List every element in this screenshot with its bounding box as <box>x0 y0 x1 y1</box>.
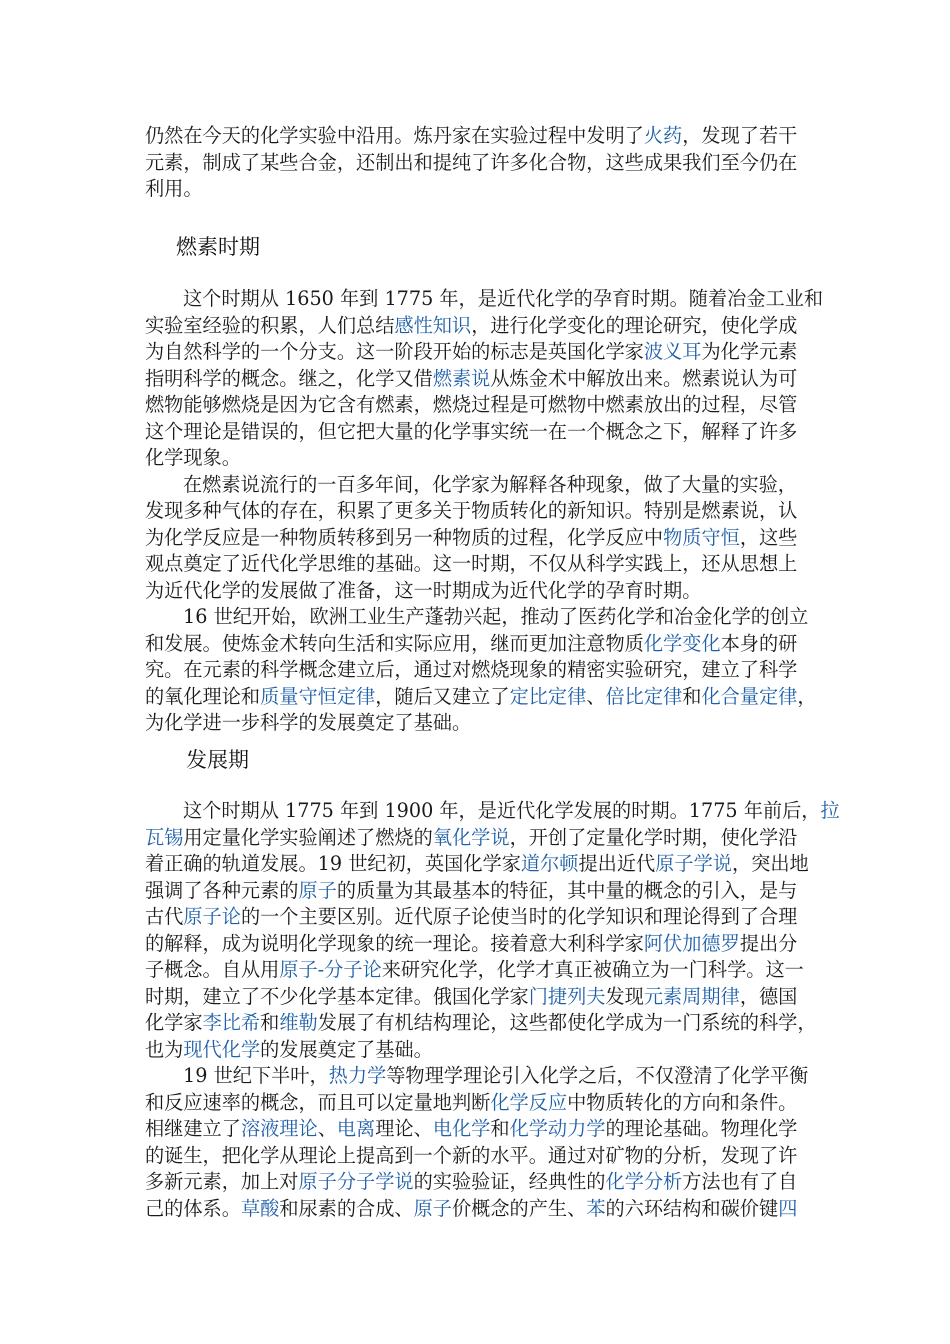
wiki-link[interactable]: 溶液理论 <box>240 1117 318 1140</box>
wiki-link[interactable]: 热力学 <box>328 1064 387 1087</box>
text-line <box>145 339 805 366</box>
text-run: ，随后又建立了 <box>375 684 510 708</box>
text-line <box>145 176 805 203</box>
text-line <box>145 904 805 931</box>
wiki-link[interactable]: 感性知识 <box>394 313 472 337</box>
text-run: ，开创了定量化学时期，使化学沿 <box>509 825 798 849</box>
text-line <box>145 825 805 852</box>
text-line <box>145 1143 805 1170</box>
wiki-link[interactable]: 倍比定律 <box>605 684 683 708</box>
text-run: ， <box>797 684 817 708</box>
wiki-link[interactable]: 拉 <box>820 799 840 822</box>
text-run: 究。在元素的科学概念建立后，通过对燃烧现象的精密实验研究，建立了科学 <box>145 658 798 681</box>
text-run: 己的体系。 <box>145 1196 241 1220</box>
wiki-link[interactable]: 化学动力学 <box>509 1117 606 1140</box>
paragraph <box>145 472 805 605</box>
text-run: 这个时期从 1650 年到 1775 年，是近代化学的孕育时期。随着冶金工业和 <box>183 287 824 310</box>
wiki-link[interactable]: 原子-分子论 <box>279 958 382 981</box>
text-run: 元素，制成了某些合金，还制出和提纯了许多化合物，这些成果我们至今仍在 <box>145 150 798 174</box>
text-line <box>145 931 805 958</box>
wiki-link[interactable]: 瓦锡 <box>145 825 184 849</box>
text-line <box>145 525 805 552</box>
text-line <box>145 710 805 737</box>
text-line <box>145 957 805 984</box>
wiki-link[interactable]: 苯 <box>586 1196 606 1220</box>
text-run: 为化学反应是一种物质转移到另一种物质的过程，化学反应中 <box>145 525 664 549</box>
text-run: ，进行化学变化的理论研究，使化学成 <box>471 313 798 337</box>
text-run: ，突出地 <box>731 852 809 875</box>
wiki-link[interactable]: 原子分子学说 <box>298 1170 414 1193</box>
wiki-link[interactable]: 氧化学说 <box>432 825 510 849</box>
text-line <box>145 551 805 578</box>
intro-paragraph <box>145 123 805 203</box>
text-run: ，发现了若干 <box>682 124 798 147</box>
text-line <box>145 578 805 605</box>
wiki-link[interactable]: 质量守恒定律 <box>260 684 376 708</box>
text-run: 古代 <box>145 905 184 928</box>
text-run: 的一个主要区别。近代原子论使当时的化学知识和理论得到了合理 <box>240 905 798 928</box>
wiki-link[interactable]: 维勒 <box>279 1011 318 1034</box>
text-run: 的发展奠定了基础。 <box>260 1037 433 1061</box>
text-line <box>145 1116 805 1143</box>
text-run: 、 <box>317 1117 337 1140</box>
wiki-link[interactable]: 化学分析 <box>605 1170 683 1193</box>
wiki-link[interactable]: 电离 <box>336 1117 376 1140</box>
text-run: 中物质转化的方向和条件。 <box>567 1090 798 1114</box>
paragraph <box>145 604 817 737</box>
text-run: ，这些 <box>739 525 798 549</box>
wiki-link[interactable]: 道尔顿 <box>520 852 579 875</box>
paragraph <box>145 1063 809 1222</box>
wiki-link[interactable]: 电化学 <box>432 1117 491 1140</box>
text-run: 的诞生，把化学从理论上提高到一个新的水平。通过对矿物的分析，发现了许 <box>145 1143 798 1167</box>
text-run: 子概念。自从用 <box>145 958 280 981</box>
wiki-link[interactable]: 阿伏加德罗 <box>643 931 740 955</box>
section-heading-combustion-period: 燃素时期 <box>176 235 260 259</box>
section-heading-development-period: 发展期 <box>186 748 249 772</box>
text-run: 化学现象。 <box>145 446 241 469</box>
paragraph <box>145 286 824 472</box>
text-line <box>145 366 805 393</box>
text-run: 的氧化理论和 <box>145 684 261 708</box>
wiki-link[interactable]: 定比定律 <box>509 684 587 708</box>
text-line <box>145 1010 817 1037</box>
text-run: 时期，建立了不少化学基本定律。俄国化学家 <box>145 984 529 1008</box>
text-run: 观点奠定了近代化学思维的基础。这一时期，不仅从科学实践上，还从思想上 <box>145 552 798 575</box>
text-run: 和 <box>490 1117 510 1140</box>
text-run: 价概念的产生、 <box>452 1196 587 1220</box>
wiki-link[interactable]: 波义耳 <box>643 340 702 363</box>
text-run: 本身的研 <box>720 631 798 655</box>
text-run: ，德国 <box>739 984 798 1008</box>
wiki-link[interactable]: 原子论 <box>183 905 241 928</box>
wiki-link[interactable]: 火药 <box>643 124 683 147</box>
text-run: 提出分 <box>739 931 798 955</box>
text-line <box>145 604 809 631</box>
wiki-link[interactable]: 燃素说 <box>432 366 491 390</box>
text-run: 和 <box>682 684 702 708</box>
text-run: 用定量化学实验阐述了燃烧的 <box>183 825 433 849</box>
text-line <box>145 286 824 313</box>
text-run: 化学家 <box>145 1011 203 1034</box>
text-line <box>145 984 805 1011</box>
text-run: 和 <box>260 1011 280 1034</box>
text-line <box>145 1090 805 1117</box>
text-run: 仍然在今天的化学实验中沿用。炼丹家在实验过程中发明了 <box>145 124 644 147</box>
text-run: 也为 <box>145 1037 184 1061</box>
text-run: 等物理学理论引入化学之后，不仅澄清了化学平衡 <box>386 1064 809 1087</box>
text-run: 和尿素的合成、 <box>279 1196 414 1220</box>
wiki-link[interactable]: 现代化学 <box>183 1037 261 1061</box>
wiki-link[interactable]: 化合量定律 <box>701 684 798 708</box>
text-run: 为化学进一步科学的发展奠定了基础。 <box>145 711 472 734</box>
text-run: 指明科学的概念。继之，化学又借 <box>145 366 433 390</box>
text-run: 的六环结构和碳价键 <box>605 1196 779 1220</box>
text-run: 和发展。使炼金术转向生活和实际应用，继而更加注意物质 <box>145 631 644 655</box>
text-run: 这个时期从 1775 年到 1900 年，是近代化学发展的时期。1775 年前后， <box>183 799 821 822</box>
text-run: 的解释，成为说明化学现象的统一理论。接着意大利科学家 <box>145 931 644 955</box>
text-line <box>145 878 805 905</box>
text-run: 相继建立了 <box>145 1117 241 1140</box>
text-line <box>145 1196 805 1223</box>
text-run: 的质量为其最基本的特征，其中量的概念的引入，是与 <box>336 878 798 902</box>
text-run: 的实验验证，经典性的 <box>413 1170 606 1193</box>
text-line <box>145 445 805 472</box>
text-line <box>145 684 817 711</box>
text-run: 发现 <box>605 984 644 1008</box>
wiki-link[interactable]: 原子学说 <box>655 852 732 875</box>
text-run: 方法也有了自 <box>682 1170 798 1193</box>
text-run: 从炼金术中解放出来。燃素说认为可 <box>490 366 798 390</box>
text-line <box>145 498 805 525</box>
text-run: 为近代化学的发展做了准备，这一时期成为近代化学的孕育时期。 <box>145 578 702 602</box>
wiki-link[interactable]: 李比希 <box>202 1011 261 1034</box>
wiki-link[interactable]: 原子 <box>298 878 337 902</box>
text-line <box>145 1169 805 1196</box>
wiki-link[interactable]: 四 <box>778 1196 798 1220</box>
text-line <box>145 150 805 177</box>
paragraph <box>145 798 840 1063</box>
section-body-combustion-period <box>145 286 824 737</box>
text-run: 理论、 <box>375 1117 433 1140</box>
text-line <box>145 419 805 446</box>
text-run: 和反应速率的概念，而且可以定量地判断 <box>145 1090 491 1114</box>
text-run: 提出近代 <box>578 852 656 875</box>
text-run: 、 <box>586 684 606 708</box>
text-run: 16 世纪开始，欧洲工业生产蓬勃兴起，推动了医药化学和冶金化学的创立 <box>183 605 809 628</box>
text-line <box>145 657 805 684</box>
text-line <box>145 392 805 419</box>
text-run: 发现多种气体的存在，积累了更多关于物质转化的新知识。特别是燃素说，认 <box>145 499 798 522</box>
wiki-link[interactable]: 化学反应 <box>490 1090 568 1114</box>
text-run: 燃物能够燃烧是因为它含有燃素，燃烧过程是可燃物中燃素放出的过程，尽管 <box>145 393 798 416</box>
text-run: 发展了有机结构理论，这些都使化学成为一门系统的科学， <box>317 1011 817 1034</box>
wiki-link[interactable]: 物质守恒 <box>663 525 740 549</box>
text-line <box>145 631 805 658</box>
text-run: 多新元素，加上对 <box>145 1170 299 1193</box>
wiki-link[interactable]: 化学变化 <box>643 631 721 655</box>
text-run: 为自然科学的一个分支。这一阶段开始的标志是英国化学家 <box>145 340 644 363</box>
text-run: 着正确的轨道发展。19 世纪初，英国化学家 <box>145 852 521 875</box>
wiki-link[interactable]: 门捷列夫 <box>528 984 606 1008</box>
text-run: 在燃素说流行的一百多年间，化学家为解释各种现象，做了大量的实验， <box>183 472 797 496</box>
wiki-link[interactable]: 元素周期律 <box>643 984 740 1008</box>
text-line <box>145 123 805 150</box>
text-line <box>145 472 805 499</box>
text-run: 来研究化学，化学才真正被确立为一门科学。这一 <box>381 958 804 981</box>
text-line <box>145 851 809 878</box>
text-run: 这个理论是错误的，但它把大量的化学事实统一在一个概念之下，解释了许多 <box>145 419 798 443</box>
text-line <box>145 798 840 825</box>
text-run: 19 世纪下半叶， <box>183 1064 329 1087</box>
wiki-link[interactable]: 草酸 <box>240 1196 280 1220</box>
section-body-development-period <box>145 798 840 1222</box>
text-run: 的理论基础。物理化学 <box>605 1117 798 1140</box>
text-run: 为化学元素 <box>701 340 798 363</box>
text-run: 利用。 <box>145 177 203 200</box>
text-line <box>145 1037 805 1064</box>
text-run: 强调了各种元素的 <box>145 878 299 902</box>
text-line <box>145 313 805 340</box>
wiki-link[interactable]: 原子 <box>413 1196 452 1220</box>
text-run: 实验室经验的积累，人们总结 <box>145 313 395 337</box>
text-line <box>145 1063 809 1090</box>
